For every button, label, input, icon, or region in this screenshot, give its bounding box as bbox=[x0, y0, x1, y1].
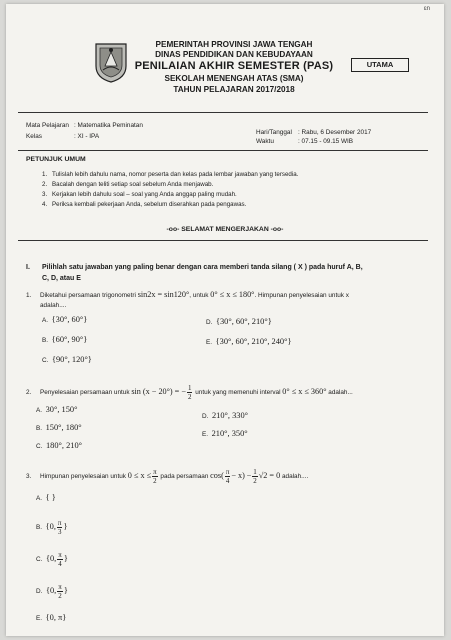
q1-option-c[interactable]: C. {90°, 120°} bbox=[42, 355, 92, 364]
q3-option-a[interactable]: A. { } bbox=[36, 493, 56, 502]
q2-option-e[interactable]: E. 210°, 350° bbox=[202, 429, 248, 438]
exam-sheet bbox=[6, 4, 444, 636]
list-item: 4. Periksa kembali pekerjaan Anda, sebelum diserahkan pada pengawas. bbox=[42, 201, 247, 208]
info-divider bbox=[18, 150, 428, 151]
exam-header bbox=[134, 40, 334, 95]
header-line-2: DINAS PENDIDIKAN DAN KEBUDAYAAN bbox=[155, 50, 313, 59]
instruction-label: I. bbox=[26, 264, 30, 271]
question-3: 3. Himpunan penyelesaian untuk 0 ≤ x ≤ $\frac{\pi}{2}$ pada persamaan cos( $\frac{\pi}{4}$ − x) − $\frac{1}{2}$ √2 = 0 adalah.... bbox=[26, 468, 309, 485]
header-line-4: SEKOLAH MENENGAH ATAS (SMA) bbox=[164, 74, 304, 83]
list-item: 3. Kerjakan lebih dahulu soal – soal yang Anda anggap paling mudah. bbox=[42, 191, 237, 198]
fraction: $\frac{\pi}{4}$ bbox=[225, 468, 230, 485]
info-subject bbox=[26, 121, 143, 130]
list-item: 2. Bacalah dengan teliti setiap soal sebelum Anda menjawab. bbox=[42, 181, 214, 188]
fraction: $\frac{1}{2}$ bbox=[187, 384, 192, 401]
info-class-label: Kelas bbox=[26, 133, 42, 140]
q3-option-b[interactable]: B. {0, $\frac{\pi}{3}$ } bbox=[36, 518, 68, 536]
info-class bbox=[26, 132, 99, 141]
info-subject-value: : Matematika Peminatan bbox=[74, 122, 143, 129]
header-line-3: PENILAIAN AKHIR SEMESTER (PAS) bbox=[134, 60, 334, 72]
info-date-value: : Rabu, 6 Desember 2017 bbox=[298, 129, 372, 136]
q2-option-d[interactable]: D. 210°, 330° bbox=[202, 411, 248, 420]
info-time bbox=[256, 137, 353, 146]
header-divider bbox=[18, 112, 428, 113]
q2-option-b[interactable]: B. 150°, 180° bbox=[36, 423, 82, 432]
greeting: -oo- SELAMAT MENGERJAKAN -oo- bbox=[166, 226, 284, 233]
q1-option-e[interactable]: E. {30°, 60°, 210°, 240°} bbox=[206, 337, 292, 346]
province-crest-icon bbox=[92, 40, 130, 84]
info-date bbox=[256, 128, 371, 137]
fraction: $\frac{1}{2}$ bbox=[253, 468, 257, 485]
info-class-value: : XI - IPA bbox=[74, 133, 100, 140]
q3-option-e[interactable]: E. {0, π} bbox=[36, 613, 67, 622]
q3-option-d[interactable]: D. {0, $\frac{\pi}{2}$ } bbox=[36, 582, 68, 600]
q3-option-c[interactable]: C. {0, $\frac{\pi}{4}$ } bbox=[36, 550, 68, 568]
corner-mark: ɛn bbox=[423, 6, 430, 12]
greeting-divider bbox=[18, 240, 428, 241]
instruction bbox=[26, 262, 436, 284]
instruction-line-2: C, D, atau E bbox=[42, 275, 81, 282]
header-line-1: PEMERINTAH PROVINSI JAWA TENGAH bbox=[155, 40, 313, 49]
fraction: $\frac{\pi}{2}$ bbox=[153, 468, 157, 485]
q1-option-b[interactable]: B. {60°, 90°} bbox=[42, 335, 88, 344]
header-line-5: TAHUN PELAJARAN 2017/2018 bbox=[173, 85, 295, 94]
instruction-line-1: Pilihlah satu jawaban yang paling benar dengan cara memberi tanda silang ( X ) pada huruf A, B, bbox=[42, 264, 363, 271]
info-time-value: : 07.15 - 09.15 WIB bbox=[298, 138, 354, 145]
question-1: 1. Diketahui persamaan trigonometri sin2x = sin120°, untuk 0° ≤ x ≤ 180°. Himpunan penyelesaian untuk x adalah.... bbox=[26, 290, 349, 309]
info-date-label: Hari/Tanggal bbox=[256, 129, 292, 136]
list-item: 1. Tulislah lebih dahulu nama, nomor peserta dan kelas pada lembar jawaban yang tersedia. bbox=[42, 171, 299, 178]
q1-option-a[interactable]: A. {30°, 60°} bbox=[42, 315, 88, 324]
exam-type-badge: UTAMA bbox=[351, 58, 409, 72]
q1-option-d[interactable]: D. {30°, 60°, 210°} bbox=[206, 317, 272, 326]
question-2: 2. Penyelesaian persamaan untuk sin (x − 20°) = − $\frac{1}{2}$ untuk yang memenuhi interval 0° ≤ x ≤ 360° adalah... bbox=[26, 384, 353, 401]
info-subject-label: Mata Pelajaran bbox=[26, 122, 69, 129]
petunjuk-title: PETUNJUK UMUM bbox=[26, 156, 86, 163]
q2-option-a[interactable]: A. 30°, 150° bbox=[36, 405, 78, 414]
info-time-label: Waktu bbox=[256, 138, 274, 145]
q2-option-c[interactable]: C. 180°, 210° bbox=[36, 441, 82, 450]
petunjuk-list bbox=[42, 170, 422, 210]
